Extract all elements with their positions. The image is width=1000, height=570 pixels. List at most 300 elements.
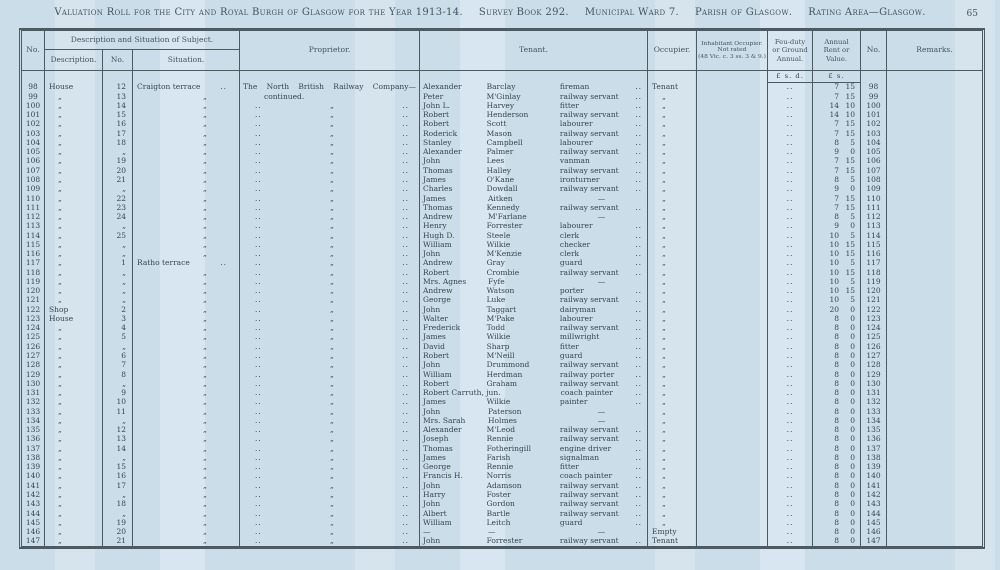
cell-annual-rent (813, 92, 861, 101)
tenant-first-name: John (423, 360, 441, 370)
leader-dots: .. (786, 110, 794, 120)
cell-street-no: „ (103, 278, 133, 287)
cell-entry-no: 105 (22, 148, 45, 157)
cell-entry-no: 112 (22, 213, 45, 222)
cell-feu-duty (768, 491, 813, 500)
rent-shillings: 15 (845, 83, 855, 92)
ditto-mark: „ (330, 277, 334, 286)
ditto-mark: „ (330, 203, 334, 212)
rent-pounds: 10 (829, 249, 839, 259)
cell-remarks (887, 287, 982, 296)
ditto-mark: „ (203, 296, 207, 305)
ditto-mark: „ (203, 416, 207, 425)
leader-dots: .. (786, 379, 794, 388)
masthead-survey-book: Survey Book 292. (478, 7, 569, 18)
ditto-mark: „ (203, 462, 207, 472)
cell-description: „ (45, 278, 103, 287)
table-row (22, 500, 982, 509)
cell-description: „ (45, 139, 103, 148)
leader-dots: .. (402, 481, 409, 490)
cell-street-no: 8 (103, 370, 133, 379)
ditto-mark: „ (330, 527, 334, 537)
cell-entry-no-right: 133 (861, 407, 887, 416)
rent-shillings: 0 (850, 481, 855, 490)
cell-proprietor (240, 528, 420, 537)
page-masthead (40, 7, 940, 18)
leader-dots: .. (635, 509, 642, 518)
cell-inhabitant-occupier (697, 417, 768, 426)
cell-proprietor (240, 157, 420, 166)
cell-annual-rent (813, 333, 861, 342)
cell-remarks (887, 463, 982, 472)
ditto-mark: „ (330, 453, 334, 462)
cell-entry-no: 125 (22, 333, 45, 342)
cell-description: „ (45, 231, 103, 240)
cell-remarks (887, 268, 982, 277)
cell-annual-rent (813, 231, 861, 240)
leader-dots: .. (255, 305, 262, 314)
cell-street-no: 12 (103, 83, 133, 92)
ditto-mark: „ (330, 231, 334, 240)
cell-entry-no-right: 98 (861, 83, 887, 92)
leader-dots: .. (255, 175, 262, 184)
cell-annual-rent (813, 491, 861, 500)
cell-situation (133, 481, 240, 490)
cell-street-no: 13 (103, 435, 133, 444)
cell-occupier: „ (648, 491, 697, 500)
cell-feu-duty (768, 222, 813, 231)
proprietor-ditto (240, 195, 419, 204)
cell-situation (133, 398, 240, 407)
cell-entry-no: 122 (22, 305, 45, 314)
cell-tenant (420, 203, 648, 212)
cell-entry-no: 130 (22, 380, 45, 389)
leader-dots: .. (635, 268, 642, 277)
leader-dots: .. (786, 286, 794, 296)
cell-occupier: „ (648, 333, 697, 342)
currency-label-feu: £ s. d. (768, 71, 813, 83)
rent-pounds: 7 (834, 203, 839, 212)
leader-dots: .. (786, 499, 794, 509)
cell-description: „ (45, 472, 103, 481)
cell-tenant (420, 259, 648, 268)
ditto-mark: „ (203, 407, 207, 416)
cell-proprietor (240, 129, 420, 138)
cell-entry-no: 116 (22, 250, 45, 259)
cell-street-no: „ (103, 342, 133, 351)
cell-occupier: „ (648, 389, 697, 398)
cell-description: „ (45, 194, 103, 203)
cell-proprietor (240, 166, 420, 175)
cell-annual-rent (813, 500, 861, 509)
cell-tenant (420, 426, 648, 435)
cell-proprietor (240, 426, 420, 435)
cell-description: „ (45, 426, 103, 435)
leader-dots: .. (786, 398, 794, 407)
ditto-mark: „ (330, 472, 334, 481)
cell-inhabitant-occupier (697, 537, 768, 546)
cell-entry-no-right: 123 (861, 315, 887, 324)
leader-dots: .. (635, 166, 642, 175)
table-row (22, 333, 982, 342)
table-row (22, 481, 982, 490)
cell-inhabitant-occupier (697, 361, 768, 370)
cell-inhabitant-occupier (697, 426, 768, 435)
cell-proprietor (240, 231, 420, 240)
cell-entry-no-right: 117 (861, 259, 887, 268)
table-row (22, 426, 982, 435)
proprietor-ditto (240, 445, 419, 454)
ditto-mark: „ (330, 259, 334, 268)
leader-dots: .. (786, 314, 794, 323)
cell-description: House (45, 315, 103, 324)
cell-occupier: „ (648, 194, 697, 203)
cell-inhabitant-occupier (697, 111, 768, 120)
cell-street-no: „ (103, 287, 133, 296)
tenant-first-name: Thomas (423, 203, 453, 212)
table-row (22, 380, 982, 389)
cell-feu-duty (768, 380, 813, 389)
cell-inhabitant-occupier (697, 176, 768, 185)
cell-street-no: „ (103, 417, 133, 426)
ditto-mark: „ (203, 221, 207, 231)
ditto-mark: „ (203, 314, 207, 323)
cell-annual-rent (813, 509, 861, 518)
proprietor-continued: continued. (264, 92, 305, 101)
header-proprietor: Proprietor. (240, 31, 420, 70)
leader-dots: .. (635, 110, 642, 120)
cell-feu-duty (768, 111, 813, 120)
leader-dots: .. (635, 92, 642, 101)
ditto-mark: „ (330, 296, 334, 305)
rent-pounds: 8 (834, 398, 839, 407)
leader-dots: .. (635, 175, 642, 184)
tenant-first-name: Thomas (423, 444, 453, 453)
rent-pounds: 10 (829, 286, 839, 296)
proprietor-ditto (240, 472, 419, 481)
cell-feu-duty (768, 417, 813, 426)
cell-description: House (45, 83, 103, 92)
cell-occupier: „ (648, 92, 697, 101)
ditto-mark: „ (330, 184, 334, 194)
tenant-occupation: railway servant (559, 147, 619, 157)
table-row (22, 509, 982, 518)
rent-shillings: 0 (850, 444, 855, 453)
cell-situation (133, 241, 240, 250)
tenant-first-name: James (423, 333, 446, 342)
leader-dots: .. (635, 83, 642, 92)
tenant-surname: Dowdall (486, 184, 518, 194)
proprietor-name: The North British Railway Company— (243, 83, 416, 92)
leader-dots: .. (402, 277, 409, 286)
cell-entry-no: 103 (22, 129, 45, 138)
cell-street-no: 17 (103, 129, 133, 138)
ditto-mark: „ (330, 221, 334, 231)
cell-street-no: 18 (103, 500, 133, 509)
table-row (22, 259, 982, 268)
cell-proprietor (240, 176, 420, 185)
cell-situation (133, 231, 240, 240)
rent-shillings: 5 (850, 277, 855, 286)
proprietor-ditto (240, 528, 419, 537)
proprietor-ditto (240, 463, 419, 472)
tenant-occupation: railway servant (559, 203, 619, 212)
cell-proprietor (240, 509, 420, 518)
cell-street-no: 20 (103, 166, 133, 175)
rent-shillings: 0 (850, 333, 855, 342)
proprietor-ditto (240, 408, 419, 417)
ditto-mark: „ (330, 379, 334, 388)
ditto-mark: „ (203, 388, 207, 398)
tenant-occupation: engine driver (559, 444, 612, 453)
rent-shillings: 15 (845, 157, 855, 166)
cell-inhabitant-occupier (697, 352, 768, 361)
cell-annual-rent (813, 166, 861, 175)
cell-remarks (887, 333, 982, 342)
leader-dots: .. (635, 120, 642, 129)
table-row (22, 454, 982, 463)
cell-entry-no-right: 99 (861, 92, 887, 101)
leader-dots: .. (255, 425, 262, 435)
cell-description: „ (45, 518, 103, 527)
tenant-first-name: William (423, 370, 452, 379)
cell-occupier: „ (648, 380, 697, 389)
cell-situation (133, 157, 240, 166)
cell-inhabitant-occupier (697, 491, 768, 500)
cell-occupier: „ (648, 250, 697, 259)
cell-street-no: 13 (103, 92, 133, 101)
tenant-surname: O'Kane (486, 175, 515, 184)
tenant-first-name: William (423, 240, 452, 249)
cell-proprietor (240, 203, 420, 212)
masthead-parish: Parish of Glasgow. (695, 7, 793, 18)
table-row (22, 92, 982, 101)
ditto-mark: „ (203, 472, 207, 481)
proprietor-ditto (240, 398, 419, 407)
proprietor-ditto (240, 296, 419, 305)
leader-dots: .. (402, 120, 409, 129)
ditto-mark: „ (203, 110, 207, 120)
table-row (22, 222, 982, 231)
cell-tenant (420, 268, 648, 277)
tenant-first-name: John (423, 157, 441, 166)
cell-description: „ (45, 417, 103, 426)
cell-annual-rent (813, 528, 861, 537)
cell-remarks (887, 370, 982, 379)
cell-street-no: 24 (103, 213, 133, 222)
cell-proprietor (240, 120, 420, 129)
leader-dots: .. (786, 194, 794, 203)
leader-dots: .. (402, 203, 409, 212)
cell-remarks (887, 518, 982, 527)
tenant-surname: Fyfe (488, 277, 505, 286)
cell-annual-rent (813, 111, 861, 120)
cell-feu-duty (768, 92, 813, 101)
ditto-mark: „ (330, 537, 334, 546)
leader-dots: .. (402, 249, 409, 259)
cell-feu-duty (768, 83, 813, 92)
leader-dots: .. (402, 194, 409, 203)
proprietor-ditto (240, 380, 419, 389)
leader-dots: .. (402, 157, 409, 166)
cell-remarks (887, 500, 982, 509)
leader-dots: .. (635, 240, 642, 249)
rent-pounds: 8 (834, 138, 839, 147)
cell-situation (133, 305, 240, 314)
cell-situation (133, 491, 240, 500)
leader-dots: .. (786, 175, 794, 184)
cell-inhabitant-occupier (697, 250, 768, 259)
cell-situation (133, 176, 240, 185)
proprietor-ditto (240, 510, 419, 519)
table-row (22, 231, 982, 240)
rent-shillings: 15 (845, 194, 855, 203)
ditto-mark: „ (330, 490, 334, 499)
ditto-mark: „ (330, 212, 334, 222)
cell-entry-no: 104 (22, 139, 45, 148)
cell-street-no: 3 (103, 315, 133, 324)
tenant-surname: Halley (486, 166, 512, 175)
tenant-surname: Lees (486, 157, 505, 166)
table-row (22, 296, 982, 305)
leader-dots: .. (635, 314, 642, 323)
proprietor-ditto (240, 389, 419, 398)
cell-feu-duty (768, 463, 813, 472)
cell-entry-no-right: 104 (861, 139, 887, 148)
leader-dots: .. (402, 323, 409, 333)
cell-entry-no-right: 140 (861, 472, 887, 481)
cell-annual-rent (813, 389, 861, 398)
rent-pounds: 8 (834, 314, 839, 323)
tenant-surname: M'Ginlay (486, 92, 521, 101)
cell-tenant (420, 463, 648, 472)
ditto-mark: „ (330, 435, 334, 444)
tenant-occupation: fitter (559, 101, 579, 110)
cell-occupier: „ (648, 444, 697, 453)
cell-street-no: 17 (103, 481, 133, 490)
cell-street-no: 16 (103, 120, 133, 129)
tenant-surname: Wilkie (486, 240, 511, 249)
tenant-occupation: railway servant (559, 537, 619, 546)
tenant-first-name: James (423, 175, 446, 184)
tenant-surname: Rennie (486, 435, 514, 444)
tenant-surname: Barclay (486, 83, 516, 92)
rent-shillings: 0 (850, 370, 855, 379)
tenant-occupation: labourer (559, 120, 593, 129)
cell-street-no: 25 (103, 231, 133, 240)
cell-tenant (420, 296, 648, 305)
tenant-occupation: labourer (559, 314, 593, 323)
rent-pounds: 7 (834, 129, 839, 138)
rent-pounds: 8 (834, 425, 839, 435)
proprietor-ditto (240, 324, 419, 333)
leader-dots: .. (635, 231, 642, 240)
table-row (22, 120, 982, 129)
leader-dots: .. (255, 240, 262, 249)
leader-dots: .. (255, 509, 262, 518)
tenant-surname: Fotheringill (486, 444, 531, 453)
leader-dots: .. (786, 92, 794, 101)
table-row (22, 463, 982, 472)
rent-shillings: 0 (850, 221, 855, 231)
cell-annual-rent (813, 176, 861, 185)
cell-description: „ (45, 444, 103, 453)
cell-remarks (887, 157, 982, 166)
rent-shillings: 15 (845, 240, 855, 249)
cell-inhabitant-occupier (697, 203, 768, 212)
tenant-surname: M'Leod (486, 425, 516, 435)
cell-occupier: „ (648, 166, 697, 175)
cell-annual-rent (813, 241, 861, 250)
table-row (22, 389, 982, 398)
leader-dots: .. (786, 129, 794, 138)
cell-entry-no-right: 112 (861, 213, 887, 222)
rent-shillings: 5 (850, 212, 855, 222)
cell-occupier: „ (648, 398, 697, 407)
cell-description: „ (45, 333, 103, 342)
cell-street-no: 21 (103, 176, 133, 185)
cell-remarks (887, 148, 982, 157)
cell-occupier: „ (648, 518, 697, 527)
tenant-first-name: Alexander (423, 147, 462, 157)
proprietor-ditto (240, 500, 419, 509)
cell-feu-duty (768, 305, 813, 314)
tenant-surname: Rennie (486, 462, 514, 472)
cell-proprietor (240, 389, 420, 398)
tenant-surname: Paterson (488, 407, 522, 416)
ditto-mark: „ (203, 277, 207, 286)
cell-entry-no: 124 (22, 324, 45, 333)
cell-description: „ (45, 120, 103, 129)
cell-proprietor (240, 324, 420, 333)
proprietor-ditto (240, 232, 419, 241)
cell-proprietor (240, 380, 420, 389)
cell-entry-no-right: 132 (861, 398, 887, 407)
cell-tenant (420, 250, 648, 259)
rent-pounds: 8 (834, 175, 839, 184)
table-row (22, 102, 982, 111)
cell-occupier: „ (648, 102, 697, 111)
leader-dots: .. (786, 435, 794, 444)
ditto-mark: „ (203, 240, 207, 249)
cell-entry-no: 137 (22, 444, 45, 453)
cell-tenant (420, 185, 648, 194)
cell-entry-no: 126 (22, 342, 45, 351)
cell-proprietor (240, 370, 420, 379)
cell-occupier: „ (648, 185, 697, 194)
rent-shillings: 0 (850, 490, 855, 499)
cell-remarks (887, 250, 982, 259)
leader-dots: .. (786, 518, 794, 527)
rent-shillings: 15 (845, 129, 855, 138)
table-row (22, 287, 982, 296)
cell-annual-rent (813, 278, 861, 287)
leader-dots: .. (255, 407, 262, 416)
leader-dots: .. (255, 157, 262, 166)
cell-inhabitant-occupier (697, 194, 768, 203)
cell-entry-no: 120 (22, 287, 45, 296)
cell-entry-no-right: 109 (861, 185, 887, 194)
cell-tenant (420, 129, 648, 138)
leader-dots: .. (786, 166, 794, 175)
ditto-mark: „ (203, 194, 207, 203)
header-annual-rent: Annual Rent or Value. (813, 31, 861, 70)
rent-shillings: 0 (850, 360, 855, 370)
cell-inhabitant-occupier (697, 518, 768, 527)
cell-entry-no: 135 (22, 426, 45, 435)
tenant-first-name: William (423, 518, 452, 527)
rent-pounds: 10 (829, 240, 839, 249)
